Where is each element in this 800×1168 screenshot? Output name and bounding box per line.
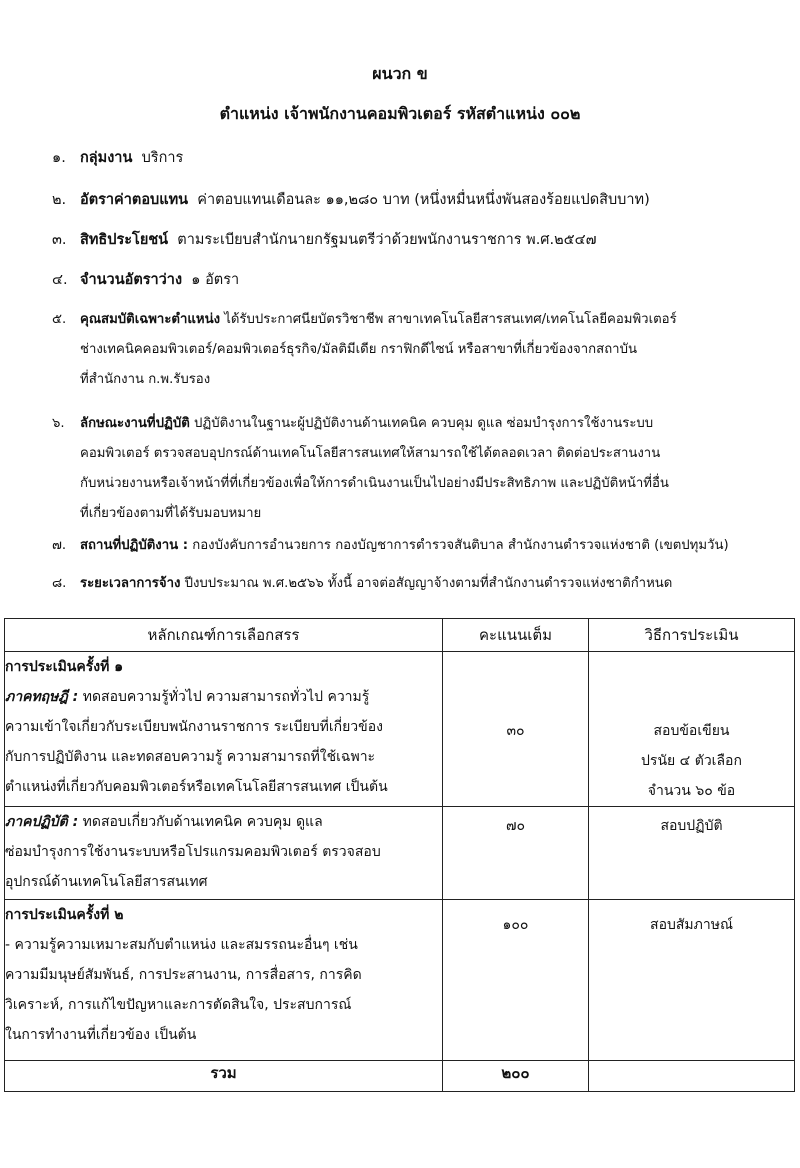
criteria-cell xyxy=(5,900,443,1061)
item-continuation: ที่สำนักงาน ก.พ.รับรอง xyxy=(80,372,211,387)
total-empty xyxy=(589,1061,795,1092)
item-label: กลุ่มงาน xyxy=(80,150,133,166)
item-label: คุณสมบัติเฉพาะตำแหน่ง xyxy=(80,312,221,327)
header-criteria: หลักเกณฑ์การเลือกสรร xyxy=(5,619,443,652)
item-compensation xyxy=(52,186,650,214)
item-number: ๔. xyxy=(52,272,68,288)
item-text: ค่าตอบแทนเดือนละ ๑๑,๒๘๐ บาท (หนึ่งหมื่นหนึ่งพันสองร้อยแปดสิบบาท) xyxy=(197,192,650,208)
item-text: ปฏิบัติงานในฐานะผู้ปฏิบัติงานด้านเทคนิค ควบคุม ดูแล ซ่อมบำรุงการใช้งานระบบ xyxy=(194,416,654,431)
method-line: สอบปฏิบัติ xyxy=(660,818,723,834)
table-row-practical xyxy=(5,807,795,900)
item-number: ๕. xyxy=(52,312,67,327)
table-total-row xyxy=(5,1061,795,1092)
method-line: สอบสัมภาษณ์ xyxy=(650,917,733,933)
selection-criteria-table xyxy=(4,618,795,1092)
score-value: ๓๐ xyxy=(506,723,525,739)
practical-line xyxy=(5,807,442,837)
item-text: ๑ อัตรา xyxy=(191,272,240,288)
method-line: สอบข้อเขียน xyxy=(653,723,730,739)
item-label: ลักษณะงานที่ปฏิบัติ xyxy=(80,416,190,431)
method-line: ปรนัย ๔ ตัวเลือก xyxy=(641,753,742,769)
criteria-line: ซ่อมบำรุงการใช้งานระบบหรือโปรแกรมคอมพิวเตอร์ ตรวจสอบ xyxy=(5,844,381,860)
item-text: กองบังคับการอำนวยการ กองบัญชาการตำรวจสันติบาล สำนักงานตำรวจแห่งชาติ (เขตปทุมวัน) xyxy=(192,538,729,553)
item-workplace xyxy=(52,532,729,560)
item-continuation: ที่เกี่ยวข้องตามที่ได้รับมอบหมาย xyxy=(80,506,262,521)
method-cell xyxy=(589,900,795,1061)
item-employment-period xyxy=(52,570,672,598)
criteria-line: วิเคราะห์, การแก้ไขปัญหาและการตัดสินใจ, ประสบการณ์ xyxy=(5,997,352,1013)
theory-text: ทดสอบความรู้ทั่วไป ความสามารถทั่วไป ความรู้ xyxy=(82,689,370,705)
item-text: ปีงบประมาณ พ.ศ.๒๕๖๖ ทั้งนี้ อาจต่อสัญญาจ้างตามที่สำนักงานตำรวจแห่งชาติกำหนด xyxy=(184,576,673,591)
item-label: สถานที่ปฏิบัติงาน : xyxy=(80,538,189,553)
item-work-group xyxy=(52,144,183,172)
item-continuation: กับหน่วยงานหรือเจ้าหน้าที่ที่เกี่ยวข้องเพื่อให้การดำเนินงานเป็นไปอย่างมีประสิทธิภาพ และปฏิบัติหน้าที่อื่น xyxy=(80,476,669,491)
item-number: ๒. xyxy=(52,192,67,208)
criteria-line: ความเข้าใจเกี่ยวกับระเบียบพนักงานราชการ ระเบียบที่เกี่ยวข้อง xyxy=(5,719,383,735)
round-2-heading: การประเมินครั้งที่ ๒ xyxy=(5,907,124,923)
method-cell xyxy=(589,652,795,807)
item-number: ๑. xyxy=(52,150,66,166)
theory-line xyxy=(5,682,442,712)
practical-label: ภาคปฏิบัติ : xyxy=(5,814,79,830)
item-number: ๘. xyxy=(52,576,67,591)
criteria-line: ความมีมนุษย์สัมพันธ์, การประสานงาน, การสื่อสาร, การคิด xyxy=(5,967,362,983)
table-header-row xyxy=(5,619,795,652)
table-row-theory xyxy=(5,652,795,807)
method-line: จำนวน ๖๐ ข้อ xyxy=(647,783,736,799)
item-label: สิทธิประโยชน์ xyxy=(80,232,169,248)
item-qualifications xyxy=(52,306,677,334)
criteria-line: อุปกรณ์ด้านเทคโนโลยีสารสนเทศ xyxy=(5,874,208,890)
item-continuation: คอมพิวเตอร์ ตรวจสอบอุปกรณ์ด้านเทคโนโลยีสารสนเทศให้สามารถใช้ได้ตลอดเวลา ติดต่อประสานงาน xyxy=(80,446,661,461)
total-label: รวม xyxy=(5,1061,443,1092)
criteria-line: ในการทำงานที่เกี่ยวข้อง เป็นต้น xyxy=(5,1027,197,1043)
score-value: ๗๐ xyxy=(505,818,526,834)
item-number: ๓. xyxy=(52,232,67,248)
criteria-cell xyxy=(5,807,443,900)
score-cell xyxy=(443,652,589,807)
item-text: ตามระเบียบสำนักนายกรัฐมนตรีว่าด้วยพนักงานราชการ พ.ศ.๒๕๔๗ xyxy=(177,232,597,248)
total-score: ๒๐๐ xyxy=(443,1061,589,1092)
practical-text: ทดสอบเกี่ยวกับด้านเทคนิค ควบคุม ดูแล xyxy=(82,814,323,830)
method-cell xyxy=(589,807,795,900)
criteria-cell xyxy=(5,652,443,807)
item-text: ได้รับประกาศนียบัตรวิชาชีพ สาขาเทคโนโลยีสารสนเทศ/เทคโนโลยีคอมพิวเตอร์ xyxy=(224,312,677,327)
theory-label: ภาคทฤษฎี : xyxy=(5,689,79,705)
item-text: บริการ xyxy=(141,150,184,166)
score-cell xyxy=(443,900,589,1061)
item-number: ๖. xyxy=(52,416,65,431)
item-number: ๗. xyxy=(52,538,67,553)
criteria-line: - ความรู้ความเหมาะสมกับตำแหน่ง และสมรรถนะอื่นๆ เช่น xyxy=(5,937,358,953)
item-benefits xyxy=(52,226,597,254)
position-title: ตำแหน่ง เจ้าพนักงานคอมพิวเตอร์ รหัสตำแหน่ง ๐๐๒ xyxy=(219,104,581,123)
item-label: จำนวนอัตราว่าง xyxy=(80,272,183,288)
criteria-line: กับการปฏิบัติงาน และทดสอบความรู้ ความสามารถที่ใช้เฉพาะ xyxy=(5,749,376,765)
item-job-description xyxy=(52,410,653,438)
annex-heading: ผนวก ข xyxy=(372,64,428,83)
table-row-interview xyxy=(5,900,795,1061)
item-continuation: ช่างเทคนิคคอมพิวเตอร์/คอมพิวเตอร์ธุรกิจ/มัลติมีเดีย กราฟิกดีไซน์ หรือสาขาที่เกี่ยวข้องจากสถาบัน xyxy=(80,342,637,357)
criteria-line: ตำแหน่งที่เกี่ยวกับคอมพิวเตอร์หรือเทคโนโลยีสารสนเทศ เป็นต้น xyxy=(5,779,388,795)
item-label: ระยะเวลาการจ้าง xyxy=(80,576,181,591)
score-value: ๑๐๐ xyxy=(502,917,529,933)
score-cell xyxy=(443,807,589,900)
header-full-score: คะแนนเต็ม xyxy=(443,619,589,652)
item-label: อัตราค่าตอบแทน xyxy=(80,192,189,208)
header-method: วิธีการประเมิน xyxy=(589,619,795,652)
round-1-heading: การประเมินครั้งที่ ๑ xyxy=(5,659,124,675)
item-vacancies xyxy=(52,266,239,294)
